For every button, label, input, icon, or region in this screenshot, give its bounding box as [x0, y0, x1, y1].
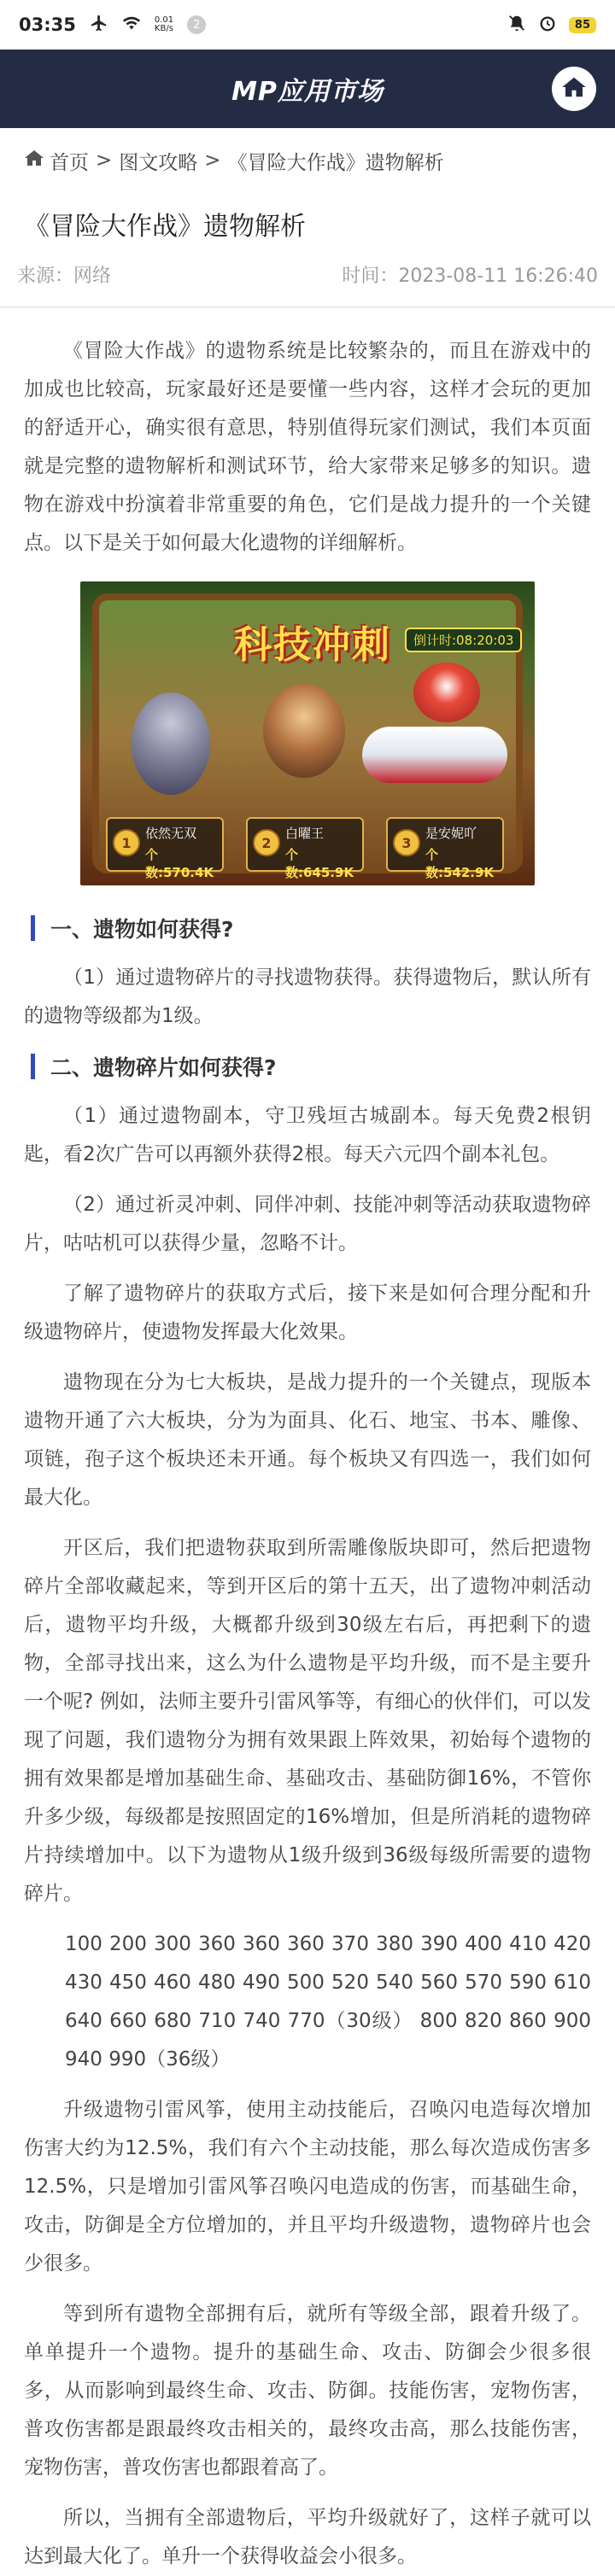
breadcrumb-separator: >	[96, 149, 113, 172]
paragraph: 开区后，我们把遗物获取到所需雕像版块即可，然后把遗物碎片全部收藏起来，等到开区后的第十五天，出了遗物冲刺活动后，遗物平均升级，大概都升级到30级左右后，再把剩下的遗物，全部寻找出来，这么为什么遗物是平均升级，而不是主要升一个呢? 例如，法师主要升引雷风筝等，有细心的伙伴们，可以发现了问题，我们遗物分为拥有效果跟上阵效果，初始每个遗物的拥有效果都是增加基础生命、基础攻击、基础防御16%，不管你升多少级，每级都是按照固定的16%增加，但是所消耗的遗物碎片持续增加中。以下为遗物从1级升级到36级每级所需要的遗物碎片。	[24, 1537, 591, 1905]
breadcrumb-home[interactable]: 首页	[50, 151, 89, 174]
rank-power: 个数:542.9K	[425, 847, 495, 880]
rocket-icon	[362, 727, 507, 783]
wifi-icon	[122, 15, 141, 35]
mushroom-character	[413, 663, 480, 722]
net-speed-value: 0.01	[154, 15, 174, 25]
airplane-icon	[90, 14, 108, 37]
character-center	[263, 684, 345, 778]
article-image[interactable]	[80, 581, 535, 885]
net-speed	[155, 16, 173, 33]
rank-power: 个数:570.4K	[145, 847, 214, 880]
app-header	[0, 50, 615, 128]
rank-card-3	[386, 817, 504, 880]
paragraph: （1）通过遗物碎片的寻找遗物获得。获得遗物后，默认所有的遗物等级都为1级。	[24, 967, 591, 1027]
rank-name: 依然无双	[145, 826, 197, 841]
page-title: 《冒险大作战》遗物解析	[24, 212, 306, 242]
section-heading-1	[31, 909, 591, 947]
article-source: 来源：网络	[17, 265, 112, 287]
status-time: 03:35	[19, 15, 76, 35]
rank-power: 个数:645.9K	[285, 847, 354, 880]
image-title: 科技冲刺	[234, 623, 391, 667]
rank-name: 白曜王	[285, 826, 325, 841]
breadcrumb-current[interactable]: 《冒险大作战》遗物解析	[227, 151, 444, 174]
breadcrumb-category[interactable]: 图文攻略	[119, 151, 198, 174]
fragment-cost-list: 100 200 300 360 360 360 370 380 390 400 410 420 430 450 460 480 490 500 520 540 560 570 590 610 640 660 680 710 740 770（30级） 800 820 860 900 940 990（36级）	[65, 1933, 591, 2071]
section-bar	[31, 915, 35, 941]
paragraph: 所以，当拥有全部遗物后，平均升级就好了，这样子就可以达到最大化了。单升一个获得收益会小很多。	[24, 2507, 591, 2567]
app-title: MP应用市场	[231, 77, 384, 107]
notification-badge: 2	[187, 15, 206, 34]
battery-indicator: 85	[569, 17, 596, 33]
home-small-icon	[24, 149, 44, 172]
home-button[interactable]	[552, 67, 596, 111]
breadcrumb	[0, 128, 615, 193]
mute-icon	[507, 14, 526, 37]
rank-medal: 3	[393, 829, 420, 856]
breadcrumb-separator: >	[204, 149, 221, 172]
article-time: 时间：2023-08-11 16:26:40	[342, 265, 598, 287]
image-countdown: 倒计时:08:20:03	[405, 628, 522, 652]
rank-medal: 1	[113, 829, 140, 856]
section-title: 一、遗物如何获得?	[50, 917, 234, 942]
paragraph: 遗物现在分为七大板块，是战力提升的一个关键点，现版本遗物开通了六大板块，分为为面具、化石、地宝、书本、雕像、项链，孢子这个板块还未开通。每个板块又有四选一，我们如何最大化。	[24, 1371, 591, 1509]
paragraph: 升级遗物引雷风筝，使用主动技能后，召唤闪电造每次增加伤害大约为12.5%，我们有六个主动技能，那么每次造成伤害多12.5%，只是增加引雷风筝召唤闪电造成的伤害，而基础生命，攻击，防御是全方位增加的，并且平均升级遗物，遗物碎片也会少很多。	[24, 2099, 591, 2275]
intro-paragraph: 《冒险大作战》的遗物系统是比较繁杂的，而且在游戏中的加成也比较高，玩家最好还是要懂一些内容，这样才会玩的更加的舒适开心，确实很有意思，特别值得玩家们测试，我们本页面就是完整的遗物解析和测试环节，给大家带来足够多的知识。遗物在游戏中扮演着非常重要的角色，它们是战力提升的一个关键点。以下是关于如何最大化遗物的详细解析。	[24, 340, 591, 554]
status-bar	[0, 0, 615, 50]
article-body	[0, 308, 615, 2576]
paragraph: （2）通过祈灵冲刺、同伴冲刺、技能冲刺等活动获取遗物碎片，咕咕机可以获得少量，忽略不计。	[24, 1194, 591, 1254]
character-left	[132, 692, 210, 795]
paragraph: 等到所有遗物全部拥有后，就所有等级全部，跟着升级了。单单提升一个遗物。提升的基础生命、攻击、防御会少很多很多，从而影响到最终生命、攻击、防御。技能伤害，宠物伤害，普攻伤害都是跟最终攻击相关的，最终攻击高，那么技能伤害，宠物伤害，普攻伤害也都跟着高了。	[24, 2303, 591, 2479]
section-heading-2	[31, 1048, 591, 1085]
section-bar	[31, 1054, 35, 1079]
rank-card-1	[106, 817, 224, 880]
rank-name: 是安妮吖	[425, 826, 477, 841]
rank-card-2	[246, 817, 364, 880]
home-icon	[561, 75, 587, 102]
paragraph: 了解了遗物碎片的获取方式后，接下来是如何合理分配和升级遗物碎片，使遗物发挥最大化效果。	[24, 1282, 591, 1343]
net-speed-unit: KB/s	[154, 24, 173, 33]
article-meta	[0, 253, 615, 295]
rank-medal: 2	[253, 829, 280, 856]
section-title: 二、遗物碎片如何获得?	[50, 1055, 277, 1080]
paragraph: （1）通过遗物副本，守卫残垣古城副本。每天免费2根钥匙，看2次广告可以再额外获得2根。每天六元四个副本礼包。	[24, 1105, 591, 1165]
alarm-icon	[538, 14, 557, 37]
